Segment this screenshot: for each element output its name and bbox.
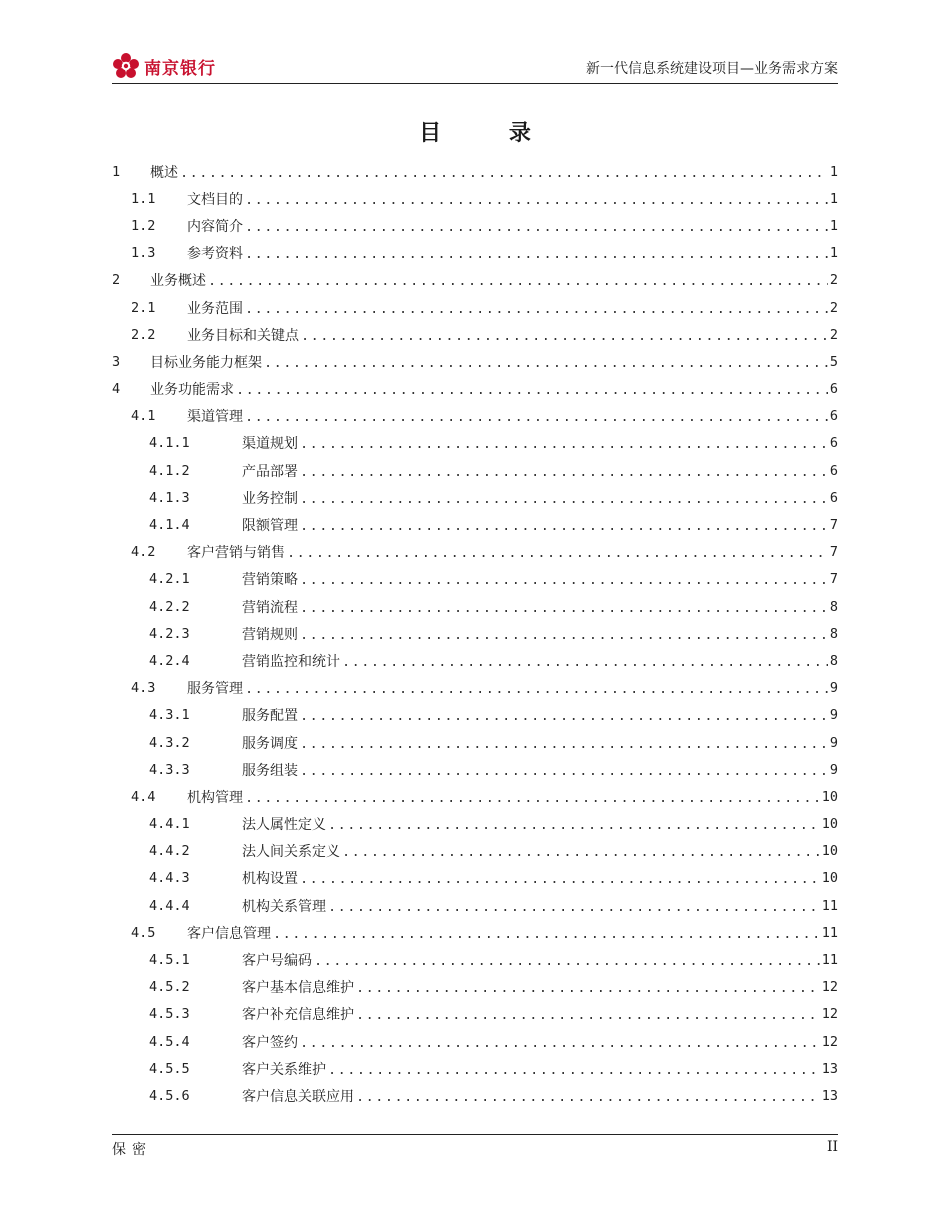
toc-heading: 目 录 xyxy=(419,121,561,146)
toc-entry-label: 产品部署 xyxy=(242,463,298,480)
toc-leader-dots xyxy=(300,572,828,588)
toc-leader-dots xyxy=(245,192,828,208)
toc-entry-label: 文档目的 xyxy=(187,191,243,208)
toc-entry-label: 营销策略 xyxy=(242,572,298,589)
toc-entry-number: 1.1 xyxy=(131,190,156,207)
toc-entry[interactable] xyxy=(112,484,838,511)
bank-logo xyxy=(112,52,216,80)
toc-entry-number: 1.3 xyxy=(131,245,156,262)
toc-entry-page: 6 xyxy=(829,462,838,479)
toc-entry-label: 法人间关系定义 xyxy=(242,844,340,861)
toc-entry-page: 2 xyxy=(829,272,838,289)
toc-entry[interactable] xyxy=(112,620,838,647)
toc-leader-dots xyxy=(300,627,828,643)
page-header xyxy=(112,46,838,84)
toc-entry-page: 11 xyxy=(821,924,838,941)
toc-entry-page: 6 xyxy=(829,381,838,398)
toc-entry-number: 3 xyxy=(112,353,121,370)
toc-leader-dots xyxy=(208,273,828,289)
toc-entry-label: 目标业务能力框架 xyxy=(150,354,262,371)
toc-entry-number: 4.5.6 xyxy=(149,1087,190,1104)
toc-entry-page: 7 xyxy=(829,571,838,588)
toc-leader-dots xyxy=(300,518,828,534)
toc-entry-label: 机构关系管理 xyxy=(242,898,326,915)
toc-entry-page: 8 xyxy=(829,598,838,615)
toc-entry-label: 营销规则 xyxy=(242,626,298,643)
toc-entry[interactable] xyxy=(112,539,838,566)
toc-entry-number: 2.1 xyxy=(131,299,156,316)
toc-entry[interactable] xyxy=(112,566,838,593)
toc-entry-number: 4.4.2 xyxy=(149,843,190,860)
toc-entry-number: 4.1 xyxy=(131,408,156,425)
toc-entry-page: 6 xyxy=(829,489,838,506)
toc-entry-number: 4.5.1 xyxy=(149,952,190,969)
toc-entry-number: 4 xyxy=(112,381,121,398)
toc-entry-label: 客户信息关联应用 xyxy=(242,1088,354,1105)
toc-entry-page: 12 xyxy=(821,1006,838,1023)
toc-entry[interactable] xyxy=(112,1082,838,1109)
toc-entry-number: 1 xyxy=(112,163,121,180)
toc-entry-label: 客户基本信息维护 xyxy=(242,980,354,997)
toc-entry-page: 13 xyxy=(821,1060,838,1077)
toc-entry-label: 业务控制 xyxy=(242,490,298,507)
toc-leader-dots xyxy=(342,844,820,860)
toc-entry-label: 业务概述 xyxy=(150,273,206,290)
toc-entry[interactable] xyxy=(112,158,838,185)
toc-leader-dots xyxy=(300,491,828,507)
toc-entry[interactable] xyxy=(112,1028,838,1055)
toc-entry[interactable] xyxy=(112,729,838,756)
toc-entry-number: 4.2.3 xyxy=(149,625,190,642)
toc-entry[interactable] xyxy=(112,1001,838,1028)
toc-entry-page: 2 xyxy=(829,299,838,316)
toc-entry[interactable] xyxy=(112,185,838,212)
toc-entry-number: 4.4 xyxy=(131,788,156,805)
toc-entry-number: 4.1.4 xyxy=(149,517,190,534)
toc-entry-page: 10 xyxy=(821,870,838,887)
toc-entry[interactable] xyxy=(112,403,838,430)
logo-text: 南京银行 xyxy=(144,58,216,79)
toc-entry[interactable] xyxy=(112,702,838,729)
toc-entry-number: 4.1.2 xyxy=(149,462,190,479)
toc-entry-number: 4.1.3 xyxy=(149,489,190,506)
toc-entry-number: 1.2 xyxy=(131,217,156,234)
toc-entry-label: 客户信息管理 xyxy=(187,925,271,942)
toc-entry-page: 6 xyxy=(829,408,838,425)
toc-leader-dots xyxy=(300,436,828,452)
toc-leader-dots xyxy=(245,219,828,235)
toc-entry-label: 法人属性定义 xyxy=(242,817,326,834)
toc-entry[interactable] xyxy=(112,321,838,348)
toc-entry-number: 4.1.1 xyxy=(149,435,190,452)
toc-entry[interactable] xyxy=(112,647,838,674)
toc-leader-dots xyxy=(328,817,820,833)
toc-entry[interactable] xyxy=(112,946,838,973)
toc-entry-label: 客户签约 xyxy=(242,1034,298,1051)
footer-divider xyxy=(112,1134,838,1135)
toc-entry-number: 4.5.4 xyxy=(149,1033,190,1050)
toc-entry[interactable] xyxy=(112,756,838,783)
toc-entry-page: 1 xyxy=(829,163,838,180)
toc-entry-page: 8 xyxy=(829,625,838,642)
toc-leader-dots xyxy=(328,1062,820,1078)
toc-entry[interactable] xyxy=(112,511,838,538)
toc-entry-page: 10 xyxy=(821,843,838,860)
confidential-label: 保密 xyxy=(112,1142,152,1158)
toc-entry-number: 4.5.2 xyxy=(149,979,190,996)
bank-logo-icon xyxy=(112,52,140,80)
toc-entry-label: 参考资料 xyxy=(187,246,243,263)
toc-entry-number: 4.3.3 xyxy=(149,761,190,778)
toc-leader-dots xyxy=(300,736,828,752)
toc-entry[interactable] xyxy=(112,240,838,267)
toc-entry[interactable] xyxy=(112,593,838,620)
toc-entry-label: 机构管理 xyxy=(187,789,243,806)
toc-leader-dots xyxy=(342,654,828,670)
toc-leader-dots xyxy=(300,708,828,724)
toc-leader-dots xyxy=(300,871,820,887)
toc-entry-label: 客户营销与销售 xyxy=(187,545,285,562)
toc-leader-dots xyxy=(245,409,828,425)
toc-entry-label: 渠道管理 xyxy=(187,409,243,426)
toc-entry-label: 营销监控和统计 xyxy=(242,653,340,670)
toc-leader-dots xyxy=(356,1007,820,1023)
toc-leader-dots xyxy=(300,1035,820,1051)
toc-entry-page: 7 xyxy=(829,517,838,534)
toc-entry-label: 业务目标和关键点 xyxy=(187,327,299,344)
toc-entry-number: 4.5 xyxy=(131,924,156,941)
toc-entry[interactable] xyxy=(112,838,838,865)
toc-entry-number: 4.3.2 xyxy=(149,734,190,751)
toc-entry-number: 4.2.2 xyxy=(149,598,190,615)
toc-entry-label: 业务范围 xyxy=(187,300,243,317)
toc-entry[interactable] xyxy=(112,974,838,1001)
toc-entry-label: 业务功能需求 xyxy=(150,382,234,399)
toc-entry-page: 11 xyxy=(821,897,838,914)
toc-leader-dots xyxy=(356,1089,820,1105)
toc-entry-page: 6 xyxy=(829,435,838,452)
toc-entry-label: 营销流程 xyxy=(242,599,298,616)
toc-entry[interactable] xyxy=(112,1055,838,1082)
toc-entry-page: 1 xyxy=(829,245,838,262)
toc-leader-dots xyxy=(328,899,820,915)
toc-entry[interactable] xyxy=(112,919,838,946)
toc-entry[interactable] xyxy=(112,783,838,810)
toc-entry-page: 13 xyxy=(821,1087,838,1104)
toc-leader-dots xyxy=(180,165,828,181)
toc-entry-page: 8 xyxy=(829,652,838,669)
toc-entry[interactable] xyxy=(112,376,838,403)
toc-entry-page: 10 xyxy=(821,788,838,805)
toc-entry-number: 4.2.4 xyxy=(149,652,190,669)
toc-entry-number: 4.4.1 xyxy=(149,816,190,833)
toc-entry-page: 9 xyxy=(829,734,838,751)
toc-entry-page: 10 xyxy=(821,816,838,833)
toc-entry-number: 4.5.3 xyxy=(149,1006,190,1023)
toc-entry-page: 9 xyxy=(829,761,838,778)
toc-leader-dots xyxy=(245,681,828,697)
page-number: II xyxy=(826,1139,838,1155)
toc-leader-dots xyxy=(245,790,820,806)
toc-entry-page: 9 xyxy=(829,707,838,724)
toc-entry[interactable] xyxy=(112,267,838,294)
toc-leader-dots xyxy=(300,600,828,616)
toc-entry-number: 4.3 xyxy=(131,680,156,697)
toc-leader-dots xyxy=(273,926,820,942)
header-divider xyxy=(112,83,838,84)
toc-leader-dots xyxy=(264,355,828,371)
toc-entry-label: 内容简介 xyxy=(187,218,243,235)
toc-entry-label: 服务组装 xyxy=(242,762,298,779)
toc-entry-label: 服务配置 xyxy=(242,708,298,725)
toc-entry-label: 机构设置 xyxy=(242,871,298,888)
toc-entry-page: 12 xyxy=(821,979,838,996)
toc-entry-page: 11 xyxy=(821,952,838,969)
document-title: 新一代信息系统建设项目—业务需求方案 xyxy=(586,61,838,77)
toc-leader-dots xyxy=(287,545,828,561)
toc-entry-label: 服务调度 xyxy=(242,735,298,752)
toc-leader-dots xyxy=(300,763,828,779)
toc-entry-page: 12 xyxy=(821,1033,838,1050)
toc-leader-dots xyxy=(314,953,820,969)
table-of-contents xyxy=(112,158,838,1110)
toc-entry-number: 4.4.4 xyxy=(149,897,190,914)
toc-entry-label: 限额管理 xyxy=(242,518,298,535)
toc-leader-dots xyxy=(236,382,828,398)
toc-entry[interactable] xyxy=(112,675,838,702)
toc-entry-page: 7 xyxy=(829,544,838,561)
toc-entry[interactable] xyxy=(112,294,838,321)
toc-leader-dots xyxy=(245,246,828,262)
toc-entry-number: 2 xyxy=(112,272,121,289)
toc-entry[interactable] xyxy=(112,892,838,919)
toc-entry-label: 客户补充信息维护 xyxy=(242,1007,354,1024)
toc-entry[interactable] xyxy=(112,348,838,375)
toc-entry-page: 1 xyxy=(829,217,838,234)
toc-entry-number: 4.5.5 xyxy=(149,1060,190,1077)
toc-entry-page: 1 xyxy=(829,190,838,207)
toc-entry[interactable] xyxy=(112,457,838,484)
toc-entry-page: 5 xyxy=(829,353,838,370)
toc-entry-label: 客户号编码 xyxy=(242,953,312,970)
toc-entry-number: 2.2 xyxy=(131,326,156,343)
toc-entry-number: 4.4.3 xyxy=(149,870,190,887)
toc-entry-page: 9 xyxy=(829,680,838,697)
toc-entry-number: 4.2 xyxy=(131,544,156,561)
toc-entry-page: 2 xyxy=(829,326,838,343)
toc-entry[interactable] xyxy=(112,811,838,838)
toc-entry[interactable] xyxy=(112,430,838,457)
toc-entry-number: 4.3.1 xyxy=(149,707,190,724)
toc-leader-dots xyxy=(300,464,828,480)
toc-entry-label: 概述 xyxy=(150,164,178,181)
toc-leader-dots xyxy=(301,328,828,344)
toc-entry[interactable] xyxy=(112,212,838,239)
toc-leader-dots xyxy=(356,980,820,996)
toc-leader-dots xyxy=(245,301,828,317)
toc-entry-number: 4.2.1 xyxy=(149,571,190,588)
toc-entry-label: 渠道规划 xyxy=(242,436,298,453)
toc-entry[interactable] xyxy=(112,865,838,892)
toc-entry-label: 服务管理 xyxy=(187,681,243,698)
toc-entry-label: 客户关系维护 xyxy=(242,1061,326,1078)
